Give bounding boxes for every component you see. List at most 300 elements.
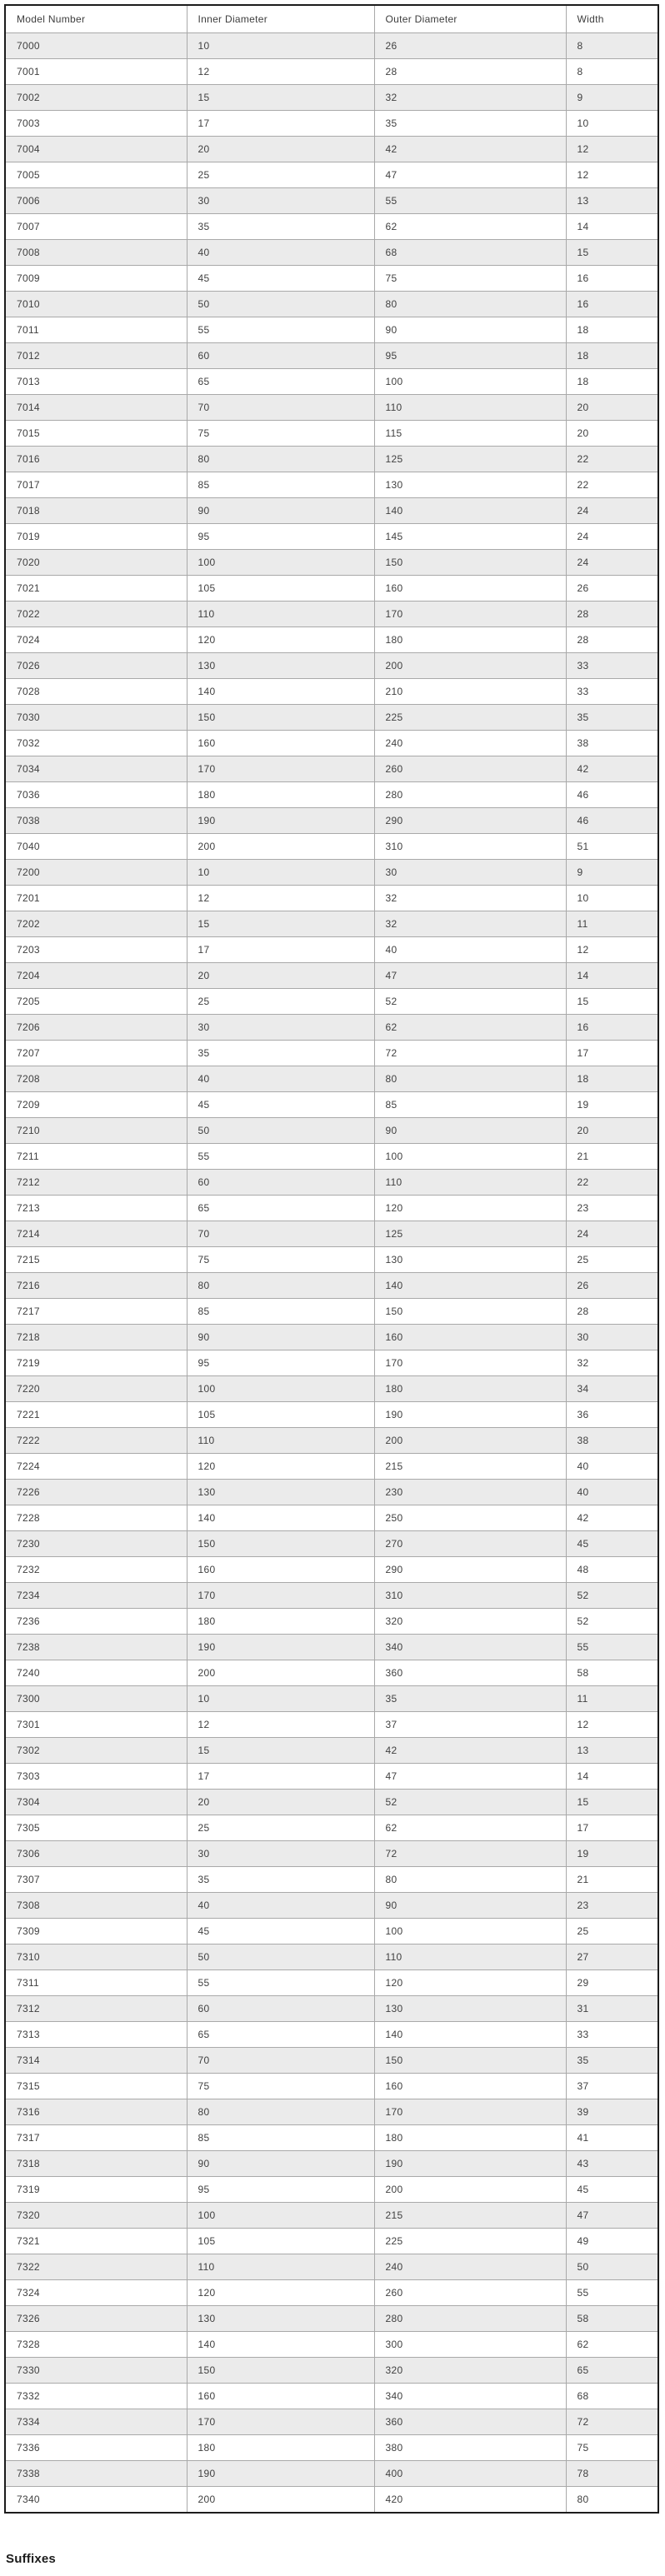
model-number-cell: 7305 [5, 1815, 187, 1841]
outer-diameter-cell: 225 [374, 705, 566, 731]
table-row [5, 1970, 658, 1996]
table-row [5, 1660, 658, 1686]
table-row [5, 447, 658, 472]
outer-diameter-cell: 90 [374, 317, 566, 343]
outer-diameter-cell: 55 [374, 188, 566, 214]
column-header-outer-diameter: Outer Diameter [374, 5, 566, 33]
width-cell: 38 [566, 1428, 658, 1454]
inner-diameter-cell: 100 [187, 550, 374, 576]
outer-diameter-cell: 160 [374, 1325, 566, 1350]
inner-diameter-cell: 190 [187, 808, 374, 834]
width-cell: 8 [566, 33, 658, 59]
inner-diameter-cell: 120 [187, 627, 374, 653]
inner-diameter-cell: 85 [187, 2125, 374, 2151]
inner-diameter-cell: 30 [187, 1841, 374, 1867]
width-cell: 78 [566, 2461, 658, 2487]
outer-diameter-cell: 140 [374, 1273, 566, 1299]
width-cell: 22 [566, 447, 658, 472]
width-cell: 41 [566, 2125, 658, 2151]
model-number-cell: 7014 [5, 395, 187, 421]
width-cell: 20 [566, 421, 658, 447]
model-number-cell: 7202 [5, 911, 187, 937]
model-number-cell: 7028 [5, 679, 187, 705]
outer-diameter-cell: 280 [374, 782, 566, 808]
table-row [5, 1919, 658, 1944]
inner-diameter-cell: 100 [187, 2203, 374, 2229]
width-cell: 58 [566, 1660, 658, 1686]
inner-diameter-cell: 20 [187, 1790, 374, 1815]
outer-diameter-cell: 225 [374, 2229, 566, 2254]
outer-diameter-cell: 62 [374, 1815, 566, 1841]
width-cell: 28 [566, 627, 658, 653]
width-cell: 21 [566, 1867, 658, 1893]
width-cell: 46 [566, 808, 658, 834]
width-cell: 11 [566, 1686, 658, 1712]
width-cell: 16 [566, 266, 658, 292]
table-row [5, 1841, 658, 1867]
model-number-cell: 7204 [5, 963, 187, 989]
outer-diameter-cell: 310 [374, 834, 566, 860]
model-number-cell: 7215 [5, 1247, 187, 1273]
table-row [5, 627, 658, 653]
width-cell: 17 [566, 1815, 658, 1841]
table-row [5, 756, 658, 782]
outer-diameter-cell: 180 [374, 1376, 566, 1402]
model-number-cell: 7326 [5, 2306, 187, 2332]
outer-diameter-cell: 68 [374, 240, 566, 266]
table-row [5, 1454, 658, 1480]
model-number-cell: 7336 [5, 2435, 187, 2461]
width-cell: 68 [566, 2384, 658, 2409]
width-cell: 49 [566, 2229, 658, 2254]
model-number-cell: 7020 [5, 550, 187, 576]
model-number-cell: 7201 [5, 886, 187, 911]
model-number-cell: 7330 [5, 2358, 187, 2384]
inner-diameter-cell: 105 [187, 1402, 374, 1428]
width-cell: 13 [566, 1738, 658, 1764]
inner-diameter-cell: 45 [187, 1919, 374, 1944]
inner-diameter-cell: 17 [187, 937, 374, 963]
outer-diameter-cell: 340 [374, 1635, 566, 1660]
table-row [5, 1144, 658, 1170]
table-row [5, 1583, 658, 1609]
inner-diameter-cell: 12 [187, 59, 374, 85]
inner-diameter-cell: 140 [187, 679, 374, 705]
table-row [5, 1170, 658, 1196]
outer-diameter-cell: 150 [374, 2048, 566, 2074]
model-number-cell: 7311 [5, 1970, 187, 1996]
model-number-cell: 7220 [5, 1376, 187, 1402]
inner-diameter-cell: 110 [187, 602, 374, 627]
width-cell: 33 [566, 679, 658, 705]
table-row [5, 911, 658, 937]
model-number-cell: 7019 [5, 524, 187, 550]
table-row [5, 317, 658, 343]
inner-diameter-cell: 60 [187, 343, 374, 369]
outer-diameter-cell: 95 [374, 343, 566, 369]
outer-diameter-cell: 170 [374, 2099, 566, 2125]
table-row [5, 808, 658, 834]
table-row [5, 2435, 658, 2461]
inner-diameter-cell: 90 [187, 2151, 374, 2177]
inner-diameter-cell: 12 [187, 886, 374, 911]
table-row [5, 33, 658, 59]
table-row [5, 731, 658, 756]
width-cell: 8 [566, 59, 658, 85]
model-number-cell: 7207 [5, 1041, 187, 1066]
outer-diameter-cell: 360 [374, 2409, 566, 2435]
model-number-cell: 7328 [5, 2332, 187, 2358]
width-cell: 18 [566, 317, 658, 343]
inner-diameter-cell: 30 [187, 1015, 374, 1041]
inner-diameter-cell: 25 [187, 989, 374, 1015]
model-number-cell: 7313 [5, 2022, 187, 2048]
width-cell: 47 [566, 2203, 658, 2229]
inner-diameter-cell: 45 [187, 1092, 374, 1118]
outer-diameter-cell: 170 [374, 602, 566, 627]
model-number-cell: 7217 [5, 1299, 187, 1325]
model-number-cell: 7040 [5, 834, 187, 860]
column-header-inner-diameter: Inner Diameter [187, 5, 374, 33]
table-row [5, 1196, 658, 1221]
width-cell: 34 [566, 1376, 658, 1402]
outer-diameter-cell: 40 [374, 937, 566, 963]
table-row [5, 2229, 658, 2254]
model-number-cell: 7018 [5, 498, 187, 524]
table-row [5, 576, 658, 602]
model-number-cell: 7226 [5, 1480, 187, 1505]
width-cell: 19 [566, 1841, 658, 1867]
outer-diameter-cell: 160 [374, 576, 566, 602]
outer-diameter-cell: 130 [374, 472, 566, 498]
inner-diameter-cell: 140 [187, 2332, 374, 2358]
width-cell: 43 [566, 2151, 658, 2177]
width-cell: 15 [566, 989, 658, 1015]
inner-diameter-cell: 30 [187, 188, 374, 214]
outer-diameter-cell: 160 [374, 2074, 566, 2099]
inner-diameter-cell: 100 [187, 1376, 374, 1402]
inner-diameter-cell: 40 [187, 1893, 374, 1919]
outer-diameter-cell: 72 [374, 1841, 566, 1867]
model-number-cell: 7320 [5, 2203, 187, 2229]
inner-diameter-cell: 190 [187, 1635, 374, 1660]
outer-diameter-cell: 120 [374, 1196, 566, 1221]
outer-diameter-cell: 200 [374, 2177, 566, 2203]
table-row [5, 1867, 658, 1893]
width-cell: 12 [566, 162, 658, 188]
model-number-cell: 7315 [5, 2074, 187, 2099]
table-row [5, 1428, 658, 1454]
table-header [5, 5, 658, 33]
inner-diameter-cell: 120 [187, 2280, 374, 2306]
outer-diameter-cell: 215 [374, 1454, 566, 1480]
model-number-cell: 7032 [5, 731, 187, 756]
inner-diameter-cell: 60 [187, 1996, 374, 2022]
outer-diameter-cell: 150 [374, 1299, 566, 1325]
table-row [5, 1712, 658, 1738]
model-number-cell: 7322 [5, 2254, 187, 2280]
table-row [5, 2487, 658, 2514]
outer-diameter-cell: 290 [374, 808, 566, 834]
table-row [5, 1350, 658, 1376]
inner-diameter-cell: 190 [187, 2461, 374, 2487]
outer-diameter-cell: 100 [374, 1919, 566, 1944]
table-row [5, 1635, 658, 1660]
inner-diameter-cell: 20 [187, 137, 374, 162]
outer-diameter-cell: 35 [374, 1686, 566, 1712]
width-cell: 42 [566, 756, 658, 782]
table-row [5, 395, 658, 421]
model-number-cell: 7011 [5, 317, 187, 343]
table-row [5, 1764, 658, 1790]
table-row [5, 1557, 658, 1583]
outer-diameter-cell: 130 [374, 1996, 566, 2022]
table-row [5, 989, 658, 1015]
table-row [5, 1376, 658, 1402]
table-row [5, 369, 658, 395]
outer-diameter-cell: 140 [374, 498, 566, 524]
width-cell: 13 [566, 188, 658, 214]
model-number-cell: 7319 [5, 2177, 187, 2203]
outer-diameter-cell: 75 [374, 266, 566, 292]
width-cell: 24 [566, 1221, 658, 1247]
model-number-cell: 7318 [5, 2151, 187, 2177]
model-number-cell: 7030 [5, 705, 187, 731]
outer-diameter-cell: 80 [374, 1867, 566, 1893]
inner-diameter-cell: 70 [187, 395, 374, 421]
width-cell: 30 [566, 1325, 658, 1350]
inner-diameter-cell: 10 [187, 860, 374, 886]
table-row [5, 2384, 658, 2409]
table-row [5, 1738, 658, 1764]
outer-diameter-cell: 170 [374, 1350, 566, 1376]
width-cell: 12 [566, 137, 658, 162]
inner-diameter-cell: 160 [187, 731, 374, 756]
model-number-cell: 7340 [5, 2487, 187, 2514]
model-number-cell: 7332 [5, 2384, 187, 2409]
width-cell: 48 [566, 1557, 658, 1583]
outer-diameter-cell: 115 [374, 421, 566, 447]
width-cell: 10 [566, 111, 658, 137]
model-number-cell: 7309 [5, 1919, 187, 1944]
outer-diameter-cell: 37 [374, 1712, 566, 1738]
model-number-cell: 7316 [5, 2099, 187, 2125]
width-cell: 18 [566, 1066, 658, 1092]
table-row [5, 2409, 658, 2435]
outer-diameter-cell: 47 [374, 963, 566, 989]
inner-diameter-cell: 55 [187, 1144, 374, 1170]
outer-diameter-cell: 145 [374, 524, 566, 550]
width-cell: 35 [566, 705, 658, 731]
outer-diameter-cell: 180 [374, 2125, 566, 2151]
width-cell: 24 [566, 524, 658, 550]
table-row [5, 963, 658, 989]
inner-diameter-cell: 90 [187, 1325, 374, 1350]
inner-diameter-cell: 55 [187, 1970, 374, 1996]
table-row [5, 111, 658, 137]
outer-diameter-cell: 90 [374, 1118, 566, 1144]
width-cell: 40 [566, 1454, 658, 1480]
model-number-cell: 7338 [5, 2461, 187, 2487]
model-number-cell: 7221 [5, 1402, 187, 1428]
outer-diameter-cell: 260 [374, 756, 566, 782]
model-number-cell: 7218 [5, 1325, 187, 1350]
table-row [5, 1015, 658, 1041]
table-row [5, 162, 658, 188]
model-number-cell: 7219 [5, 1350, 187, 1376]
outer-diameter-cell: 32 [374, 886, 566, 911]
inner-diameter-cell: 105 [187, 2229, 374, 2254]
table-row [5, 1893, 658, 1919]
width-cell: 80 [566, 2487, 658, 2514]
outer-diameter-cell: 240 [374, 731, 566, 756]
inner-diameter-cell: 200 [187, 834, 374, 860]
width-cell: 75 [566, 2435, 658, 2461]
width-cell: 25 [566, 1247, 658, 1273]
width-cell: 14 [566, 963, 658, 989]
width-cell: 23 [566, 1893, 658, 1919]
model-number-cell: 7034 [5, 756, 187, 782]
inner-diameter-cell: 110 [187, 2254, 374, 2280]
width-cell: 9 [566, 860, 658, 886]
model-number-cell: 7240 [5, 1660, 187, 1686]
table-row [5, 421, 658, 447]
width-cell: 18 [566, 369, 658, 395]
model-number-cell: 7307 [5, 1867, 187, 1893]
width-cell: 32 [566, 1350, 658, 1376]
width-cell: 65 [566, 2358, 658, 2384]
model-number-cell: 7310 [5, 1944, 187, 1970]
inner-diameter-cell: 10 [187, 1686, 374, 1712]
width-cell: 21 [566, 1144, 658, 1170]
model-number-cell: 7210 [5, 1118, 187, 1144]
inner-diameter-cell: 85 [187, 472, 374, 498]
table-row [5, 85, 658, 111]
width-cell: 58 [566, 2306, 658, 2332]
model-number-cell: 7012 [5, 343, 187, 369]
model-number-cell: 7206 [5, 1015, 187, 1041]
inner-diameter-cell: 65 [187, 2022, 374, 2048]
outer-diameter-cell: 190 [374, 2151, 566, 2177]
model-number-cell: 7010 [5, 292, 187, 317]
model-number-cell: 7300 [5, 1686, 187, 1712]
inner-diameter-cell: 180 [187, 2435, 374, 2461]
model-number-cell: 7001 [5, 59, 187, 85]
outer-diameter-cell: 190 [374, 1402, 566, 1428]
model-number-cell: 7211 [5, 1144, 187, 1170]
table-row [5, 1996, 658, 2022]
outer-diameter-cell: 260 [374, 2280, 566, 2306]
model-number-cell: 7334 [5, 2409, 187, 2435]
inner-diameter-cell: 130 [187, 653, 374, 679]
inner-diameter-cell: 17 [187, 1764, 374, 1790]
width-cell: 16 [566, 1015, 658, 1041]
table-row [5, 1273, 658, 1299]
inner-diameter-cell: 70 [187, 1221, 374, 1247]
model-number-cell: 7024 [5, 627, 187, 653]
table-row [5, 1221, 658, 1247]
width-cell: 9 [566, 85, 658, 111]
outer-diameter-cell: 360 [374, 1660, 566, 1686]
width-cell: 33 [566, 653, 658, 679]
model-number-cell: 7200 [5, 860, 187, 886]
model-number-cell: 7304 [5, 1790, 187, 1815]
outer-diameter-cell: 90 [374, 1893, 566, 1919]
table-row [5, 705, 658, 731]
table-row [5, 1066, 658, 1092]
header-row [5, 5, 658, 33]
model-number-cell: 7017 [5, 472, 187, 498]
width-cell: 14 [566, 1764, 658, 1790]
table-row [5, 2048, 658, 2074]
outer-diameter-cell: 270 [374, 1531, 566, 1557]
inner-diameter-cell: 50 [187, 292, 374, 317]
inner-diameter-cell: 40 [187, 240, 374, 266]
table-row [5, 214, 658, 240]
width-cell: 51 [566, 834, 658, 860]
column-header-model-number: Model Number [5, 5, 187, 33]
width-cell: 18 [566, 343, 658, 369]
table-row [5, 2306, 658, 2332]
table-row [5, 266, 658, 292]
table-row [5, 886, 658, 911]
inner-diameter-cell: 70 [187, 2048, 374, 2074]
table-row [5, 1686, 658, 1712]
outer-diameter-cell: 47 [374, 1764, 566, 1790]
width-cell: 26 [566, 576, 658, 602]
model-number-cell: 7222 [5, 1428, 187, 1454]
outer-diameter-cell: 26 [374, 33, 566, 59]
model-number-cell: 7036 [5, 782, 187, 808]
width-cell: 45 [566, 1531, 658, 1557]
model-number-cell: 7234 [5, 1583, 187, 1609]
table-row [5, 498, 658, 524]
model-number-cell: 7317 [5, 2125, 187, 2151]
width-cell: 10 [566, 886, 658, 911]
outer-diameter-cell: 320 [374, 2358, 566, 2384]
model-number-cell: 7038 [5, 808, 187, 834]
inner-diameter-cell: 20 [187, 963, 374, 989]
model-number-cell: 7312 [5, 1996, 187, 2022]
inner-diameter-cell: 80 [187, 447, 374, 472]
outer-diameter-cell: 290 [374, 1557, 566, 1583]
model-number-cell: 7224 [5, 1454, 187, 1480]
table-row [5, 2074, 658, 2099]
outer-diameter-cell: 280 [374, 2306, 566, 2332]
table-row [5, 1325, 658, 1350]
table-body [5, 33, 658, 2514]
width-cell: 14 [566, 214, 658, 240]
outer-diameter-cell: 42 [374, 137, 566, 162]
outer-diameter-cell: 140 [374, 2022, 566, 2048]
outer-diameter-cell: 47 [374, 162, 566, 188]
table-row [5, 343, 658, 369]
width-cell: 42 [566, 1505, 658, 1531]
table-row [5, 2254, 658, 2280]
inner-diameter-cell: 150 [187, 1531, 374, 1557]
outer-diameter-cell: 125 [374, 1221, 566, 1247]
inner-diameter-cell: 45 [187, 266, 374, 292]
model-number-cell: 7013 [5, 369, 187, 395]
model-number-cell: 7324 [5, 2280, 187, 2306]
model-number-cell: 7208 [5, 1066, 187, 1092]
model-number-cell: 7308 [5, 1893, 187, 1919]
inner-diameter-cell: 85 [187, 1299, 374, 1325]
inner-diameter-cell: 65 [187, 369, 374, 395]
table-row [5, 2151, 658, 2177]
width-cell: 22 [566, 472, 658, 498]
outer-diameter-cell: 420 [374, 2487, 566, 2514]
